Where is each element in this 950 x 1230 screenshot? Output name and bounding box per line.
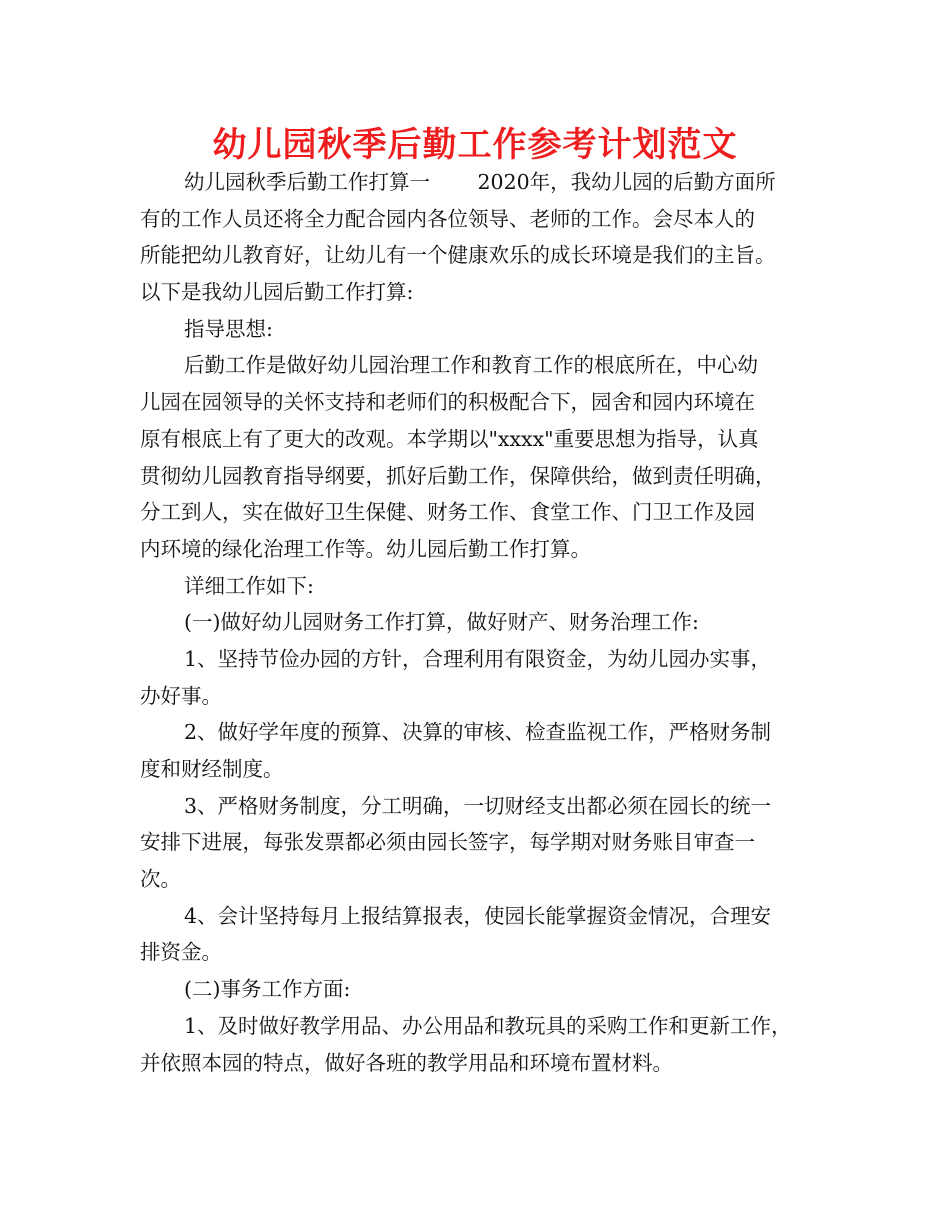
paragraph-line: 指导思想: bbox=[184, 316, 273, 341]
document-title: 幼儿园秋季后勤工作参考计划范文 bbox=[212, 125, 738, 165]
paragraph-line: 内环境的绿化治理工作等。幼儿园后勤工作打算。 bbox=[140, 536, 591, 561]
paragraph-line: 2、做好学年度的预算、决算的审核、检查监视工作，严格财务制 bbox=[184, 720, 772, 745]
paragraph-line: 后勤工作是做好幼儿园治理工作和教育工作的根底所在，中心幼 bbox=[184, 353, 758, 378]
paragraph-line: 儿园在园领导的关怀支持和老师们的积极配合下，园舍和园内环境在 bbox=[140, 390, 755, 415]
paragraph-line: 原有根底上有了更大的改观。本学期以"xxxx"重要思想为指导，认真 bbox=[140, 426, 759, 451]
paragraph-line: 度和财经制度。 bbox=[140, 757, 284, 781]
paragraph-line: 贯彻幼儿园教育指导纲要，抓好后勤工作，保障供给，做到责任明确， bbox=[140, 463, 776, 488]
paragraph-line: 排资金。 bbox=[140, 940, 222, 965]
paragraph-line: 所能把幼儿教育好，让幼儿有一个健康欢乐的成长环境是我们的主旨。 bbox=[140, 243, 776, 268]
paragraph-line: 1、坚持节俭办园的方针，合理利用有限资金，为幼儿园办实事， bbox=[184, 646, 772, 671]
paragraph-line: 1、及时做好教学用品、办公用品和教玩具的采购工作和更新工作， bbox=[184, 1013, 792, 1038]
paragraph-line: 有的工作人员还将全力配合园内各位领导、老师的工作。会尽本人的 bbox=[140, 206, 755, 231]
paragraph-line: (一)做好幼儿园财务工作打算，做好财产、财务治理工作: bbox=[184, 610, 699, 635]
paragraph-line: 并依照本园的特点，做好各班的教学用品和环境布置材料。 bbox=[140, 1050, 673, 1075]
paragraph-line: 4、会计坚持每月上报结算报表，使园长能掌握资金情况，合理安 bbox=[184, 903, 772, 928]
paragraph-line: 次。 bbox=[140, 867, 181, 892]
paragraph-line: 办好事。 bbox=[140, 683, 222, 708]
paragraph-line: 安排下进展，每张发票都必须由园长签字，每学期对财务账目审查一 bbox=[140, 830, 755, 855]
document-body bbox=[140, 164, 840, 1081]
paragraph-line: 3、严格财务制度，分工明确，一切财经支出都必须在园长的统一 bbox=[184, 793, 772, 818]
paragraph-line: 以下是我幼儿园后勤工作打算: bbox=[140, 280, 414, 305]
paragraph-line: (二)事务工作方面: bbox=[184, 977, 351, 1002]
paragraph-line: 分工到人，实在做好卫生保健、财务工作、食堂工作、门卫工作及园 bbox=[140, 500, 755, 525]
paragraph-line: 详细工作如下: bbox=[184, 573, 314, 598]
paragraph-line: 幼儿园秋季后勤工作打算一 2020年，我幼儿园的后勤方面所 bbox=[184, 170, 776, 194]
